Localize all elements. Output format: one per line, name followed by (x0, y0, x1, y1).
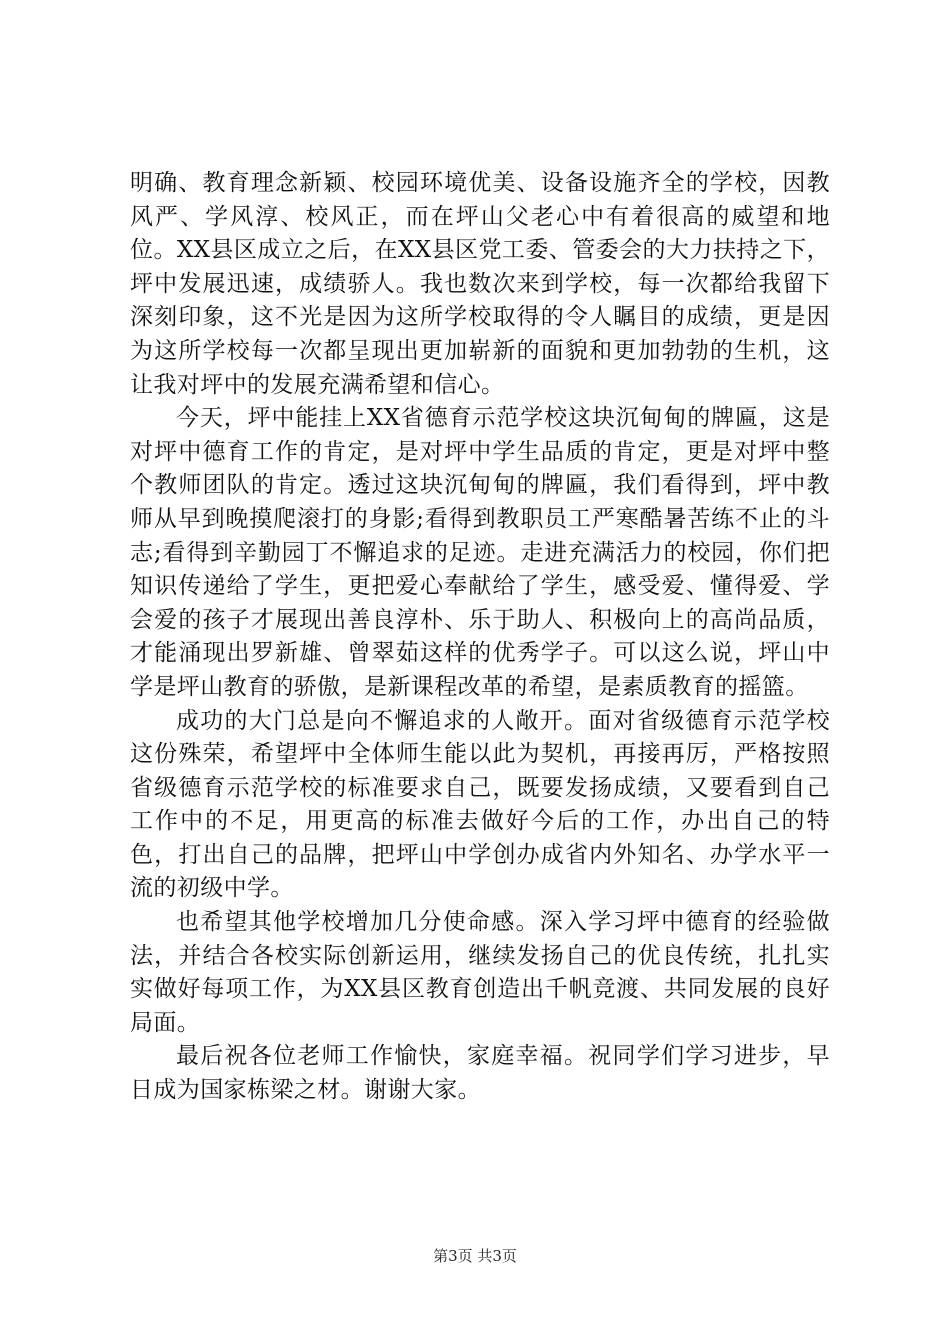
document-body (130, 167, 830, 1108)
paragraph-3: 成功的大门总是向不懈追求的人敞开。面对省级德育示范学校这份殊荣，希望坪中全体师生能以此为契机，再接再厉，严格按照省级德育示范学校的标准要求自己，既要发扬成绩，又要看到自己工作中的不足，用更高的标准去做好今后的工作，办出自己的特色，打出自己的品牌，把坪山中学创办成省内外知名、办学水平一流的初级中学。 (130, 707, 830, 902)
paragraph-1: 明确、教育理念新颖、校园环境优美、设备设施齐全的学校，因教风严、学风淳、校风正，而在坪山父老心中有着很高的威望和地位。XX县区成立之后，在XX县区党工委、管委会的大力扶持之下，坪中发展迅速，成绩骄人。我也数次来到学校，每一次都给我留下深刻印象，这不光是因为这所学校取得的令人瞩目的成绩，更是因为这所学校每一次都呈现出更加崭新的面貌和更加勃勃的生机，这让我对坪中的发展充满希望和信心。 (130, 170, 830, 398)
paragraph-5: 最后祝各位老师工作愉快，家庭幸福。祝同学们学习进步，早日成为国家栋梁之材。谢谢大家。 (130, 1043, 830, 1104)
paragraph-4: 也希望其他学校增加几分使命感。深入学习坪中德育的经验做法，并结合各校实际创新运用，继续发扬自己的优良传统，扎扎实实做好每项工作，为XX县区教育创造出千帆竞渡、共同发展的良好局面。 (130, 909, 830, 1036)
paragraph-2: 今天，坪中能挂上XX省德育示范学校这块沉甸甸的牌匾，这是对坪中德育工作的肯定，是对坪中学生品质的肯定，更是对坪中整个教师团队的肯定。透过这块沉甸甸的牌匾，我们看得到，坪中教师从早到晚摸爬滚打的身影;看得到教职员工严寒酷暑苦练不止的斗志;看得到辛勤园丁不懈追求的足迹。走进充满活力的校园，你们把知识传递给了学生，更把爱心奉献给了学生，感受爱、懂得爱、学会爱的孩子才展现出善良淳朴、乐于助人、积极向上的高尚品质，才能涌现出罗新雄、曾翠茹这样的优秀学子。可以这么说，坪山中学是坪山教育的骄傲，是新课程改革的希望，是素质教育的摇篮。 (130, 405, 830, 700)
page-footer: 第3页 共3页 (433, 1247, 517, 1265)
